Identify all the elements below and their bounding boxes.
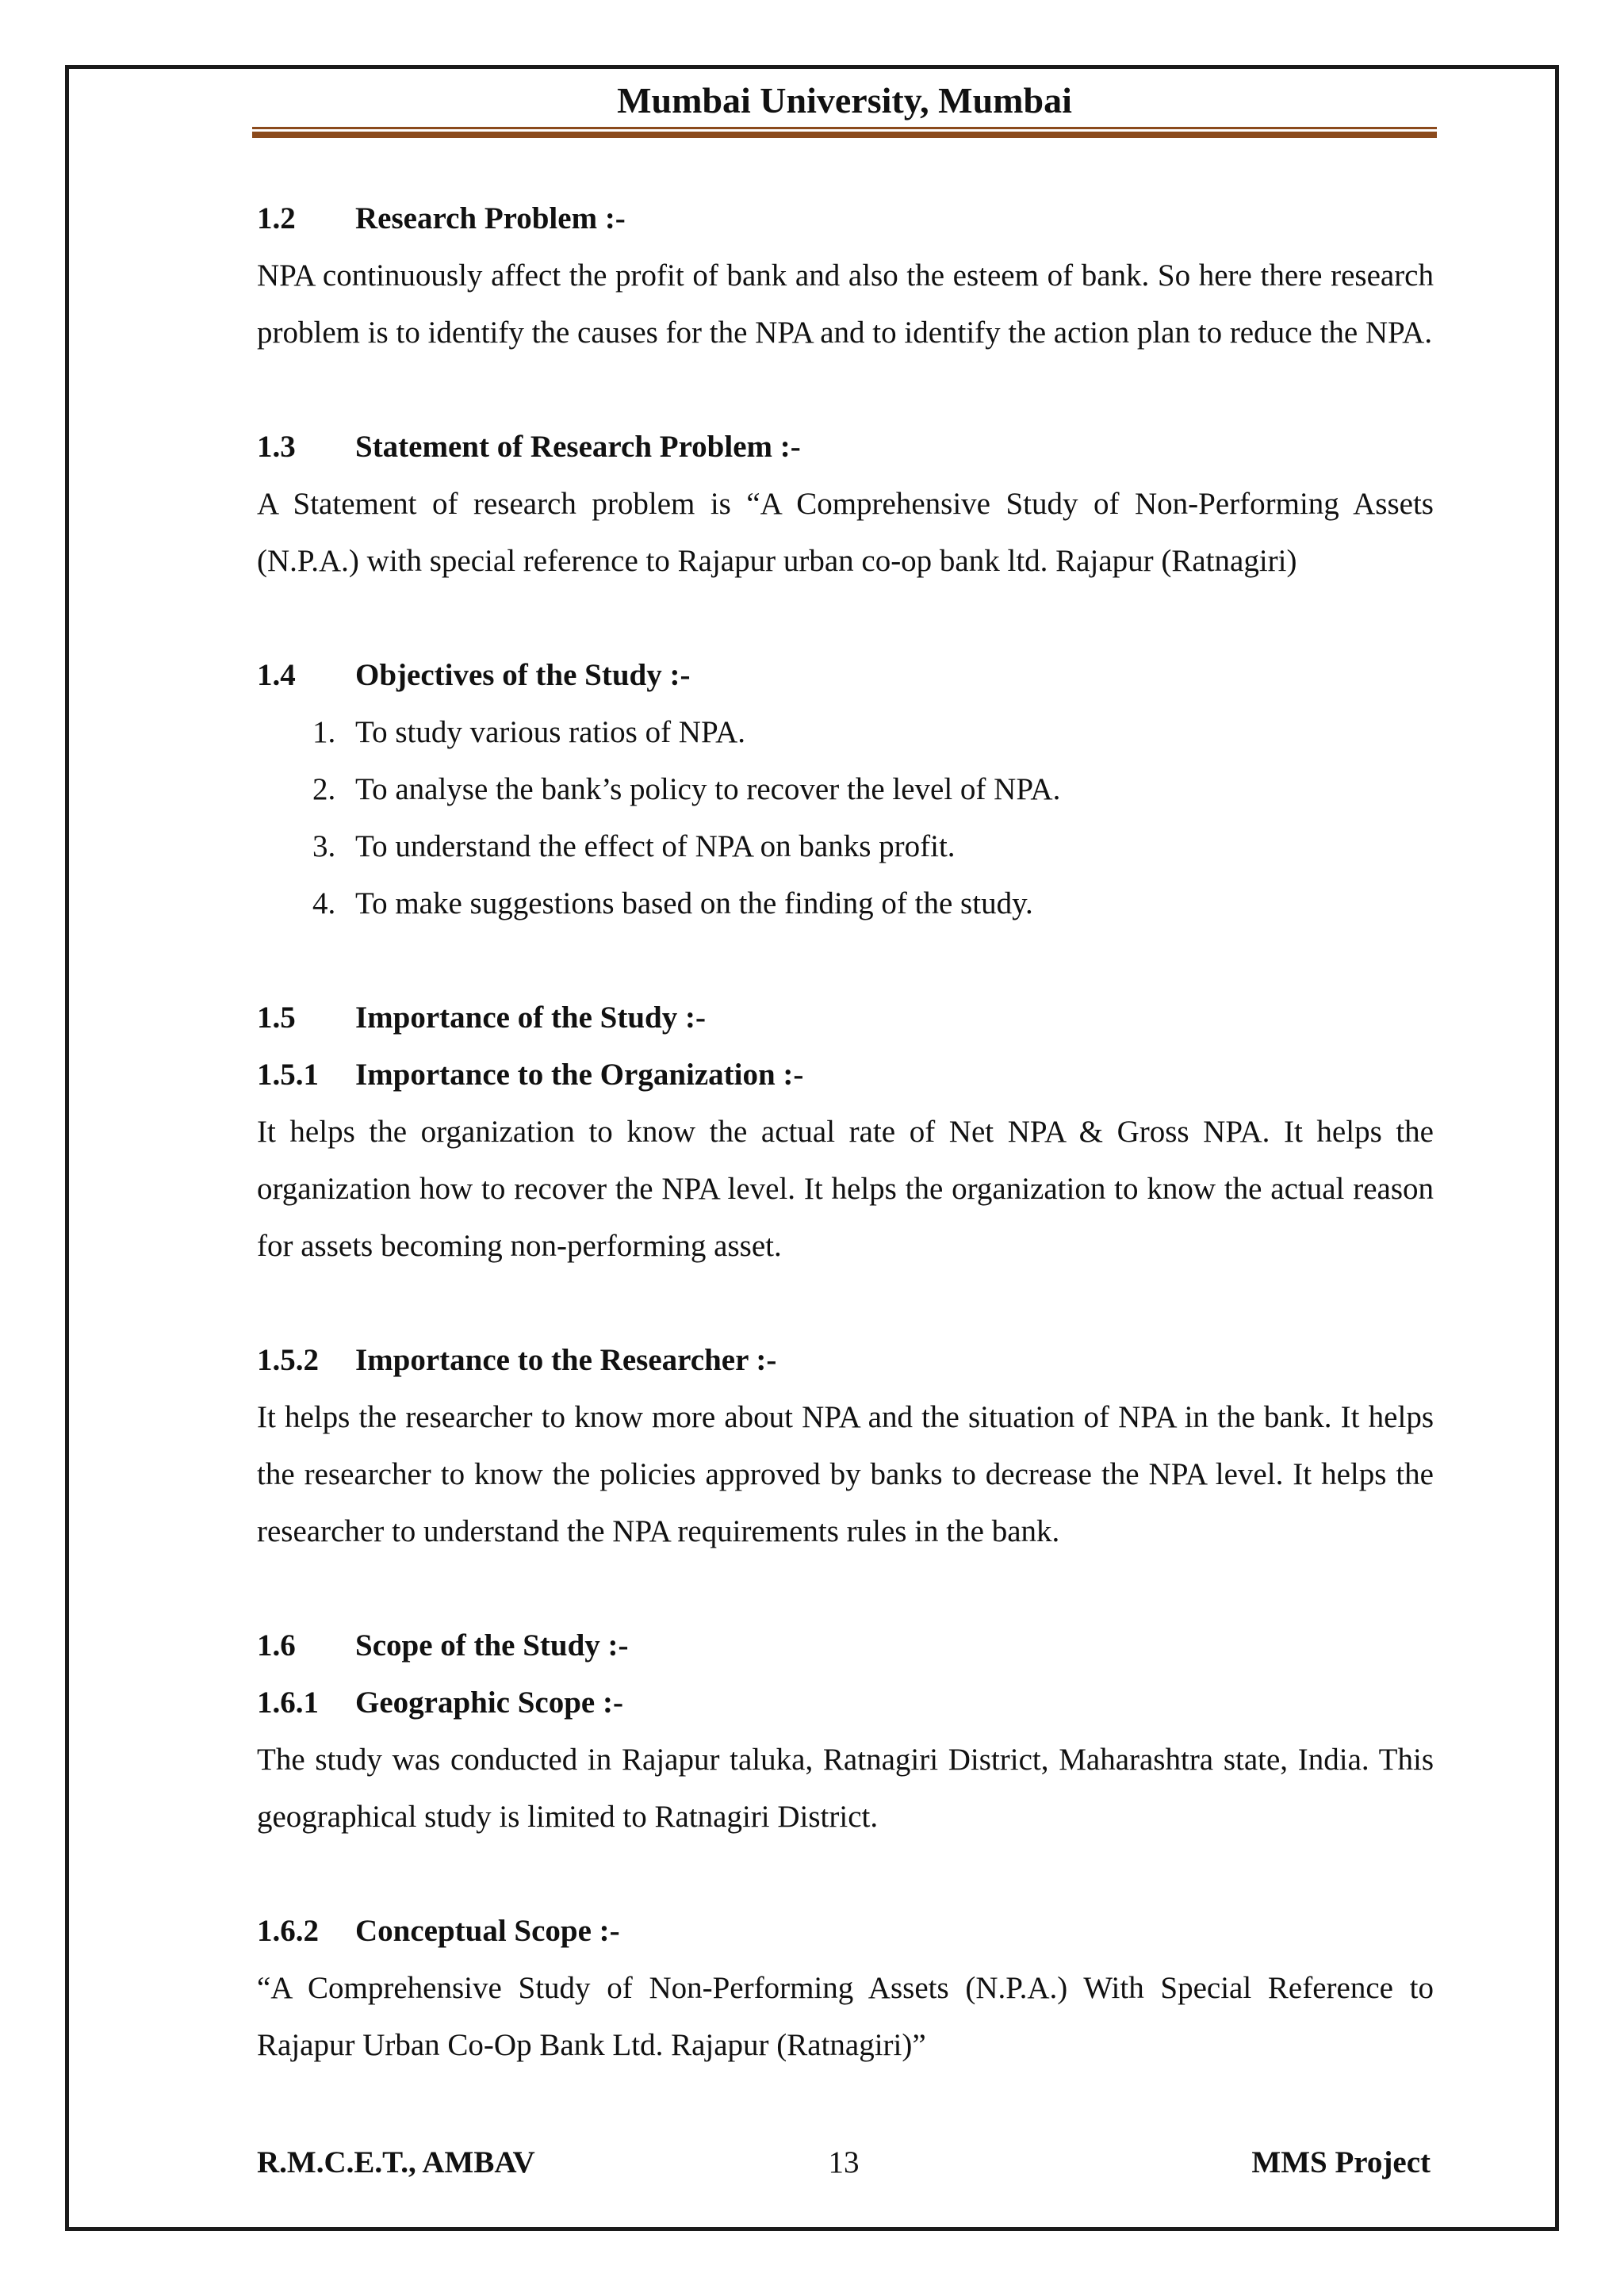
spacer [257,1560,1434,1617]
section-title: Importance of the Study :- [355,1001,706,1035]
section-heading-importance-of-study [257,989,1434,1047]
list-item-text: To understand the effect of NPA on banks profit. [355,829,956,863]
section-number: 1.6.1 [257,1686,319,1720]
section-number: 1.3 [257,430,296,464]
subsection-heading-importance-to-researcher [257,1332,1434,1389]
list-item [257,875,1434,932]
paragraph-conceptual-scope: “A Comprehensive Study of Non-Performing Assets (N.P.A.) With Special Reference to Rajapur Urban Co-Op Bank Ltd. Rajapur (Ratnagiri)” [257,1971,1434,2062]
page-header-title: Mumbai University, Mumbai [617,80,1072,121]
document-body [257,190,1434,2074]
section-number: 1.5.2 [257,1343,319,1377]
list-item-number: 4. [312,886,336,920]
spacer [257,362,1434,419]
spacer [257,590,1434,647]
spacer [257,1846,1434,1903]
header-divider [252,127,1437,138]
list-item-text: To analyse the bank’s policy to recover the level of NPA. [355,772,1061,806]
section-heading-statement-of-research-problem [257,419,1434,476]
section-number: 1.6 [257,1628,296,1663]
list-item-number: 2. [312,772,336,806]
list-item-number: 1. [312,715,336,749]
section-title: Geographic Scope :- [355,1686,623,1720]
list-item-text: To study various ratios of NPA. [355,715,745,749]
section-title: Importance to the Researcher :- [355,1343,777,1377]
list-item-number: 3. [312,829,336,863]
list-item [257,818,1434,875]
subsection-heading-conceptual-scope [257,1903,1434,1960]
subsection-heading-importance-to-organization [257,1047,1434,1104]
footer-institution: R.M.C.E.T., AMBAV [257,2145,535,2179]
section-number: 1.4 [257,658,296,692]
section-title: Statement of Research Problem :- [355,430,801,464]
section-number: 1.5.1 [257,1058,319,1092]
section-heading-scope-of-study [257,1617,1434,1674]
header-divider-thin [252,127,1437,129]
list-item-text: To make suggestions based on the finding of the study. [355,886,1033,920]
section-title: Research Problem :- [355,201,626,235]
section-title: Scope of the Study :- [355,1628,629,1663]
section-heading-research-problem [257,190,1434,247]
objectives-list [257,704,1434,932]
spacer [257,932,1434,989]
list-item [257,704,1434,761]
section-heading-objectives [257,647,1434,704]
section-title: Conceptual Scope :- [355,1914,620,1948]
paragraph-importance-to-researcher: It helps the researcher to know more about NPA and the situation of NPA in the bank. It helps the researcher to know the policies approved by banks to decrease the NPA level. It helps the researcher to understand the NPA requirements rules in the bank. [257,1400,1434,1548]
paragraph-importance-to-organization: It helps the organization to know the actual rate of Net NPA & Gross NPA. It helps the organization how to recover the NPA level. It helps the organization to know the actual reason for assets becoming non-performing asset. [257,1115,1434,1263]
section-number: 1.6.2 [257,1914,319,1948]
section-number: 1.2 [257,201,296,235]
spacer [257,1275,1434,1332]
section-number: 1.5 [257,1001,296,1035]
section-title: Objectives of the Study :- [355,658,691,692]
paragraph-geographic-scope: The study was conducted in Rajapur taluka, Ratnagiri District, Maharashtra state, India. This geographical study is limited to Ratnagiri District. [257,1743,1434,1834]
paragraph-statement-of-research-problem: A Statement of research problem is “A Comprehensive Study of Non-Performing Assets (N.P.A.) with special reference to Rajapur urban co-op bank ltd. Rajapur (Ratnagiri) [257,487,1434,578]
header-divider-thick [252,132,1437,138]
page-number: 13 [828,2145,860,2179]
subsection-heading-geographic-scope [257,1674,1434,1732]
paragraph-research-problem: NPA continuously affect the profit of bank and also the esteem of bank. So here there research problem is to identify the causes for the NPA and to identify the action plan to reduce the NPA. [257,258,1434,350]
footer-project-label: MMS Project [1251,2145,1431,2179]
list-item [257,761,1434,818]
section-title: Importance to the Organization :- [355,1058,804,1092]
